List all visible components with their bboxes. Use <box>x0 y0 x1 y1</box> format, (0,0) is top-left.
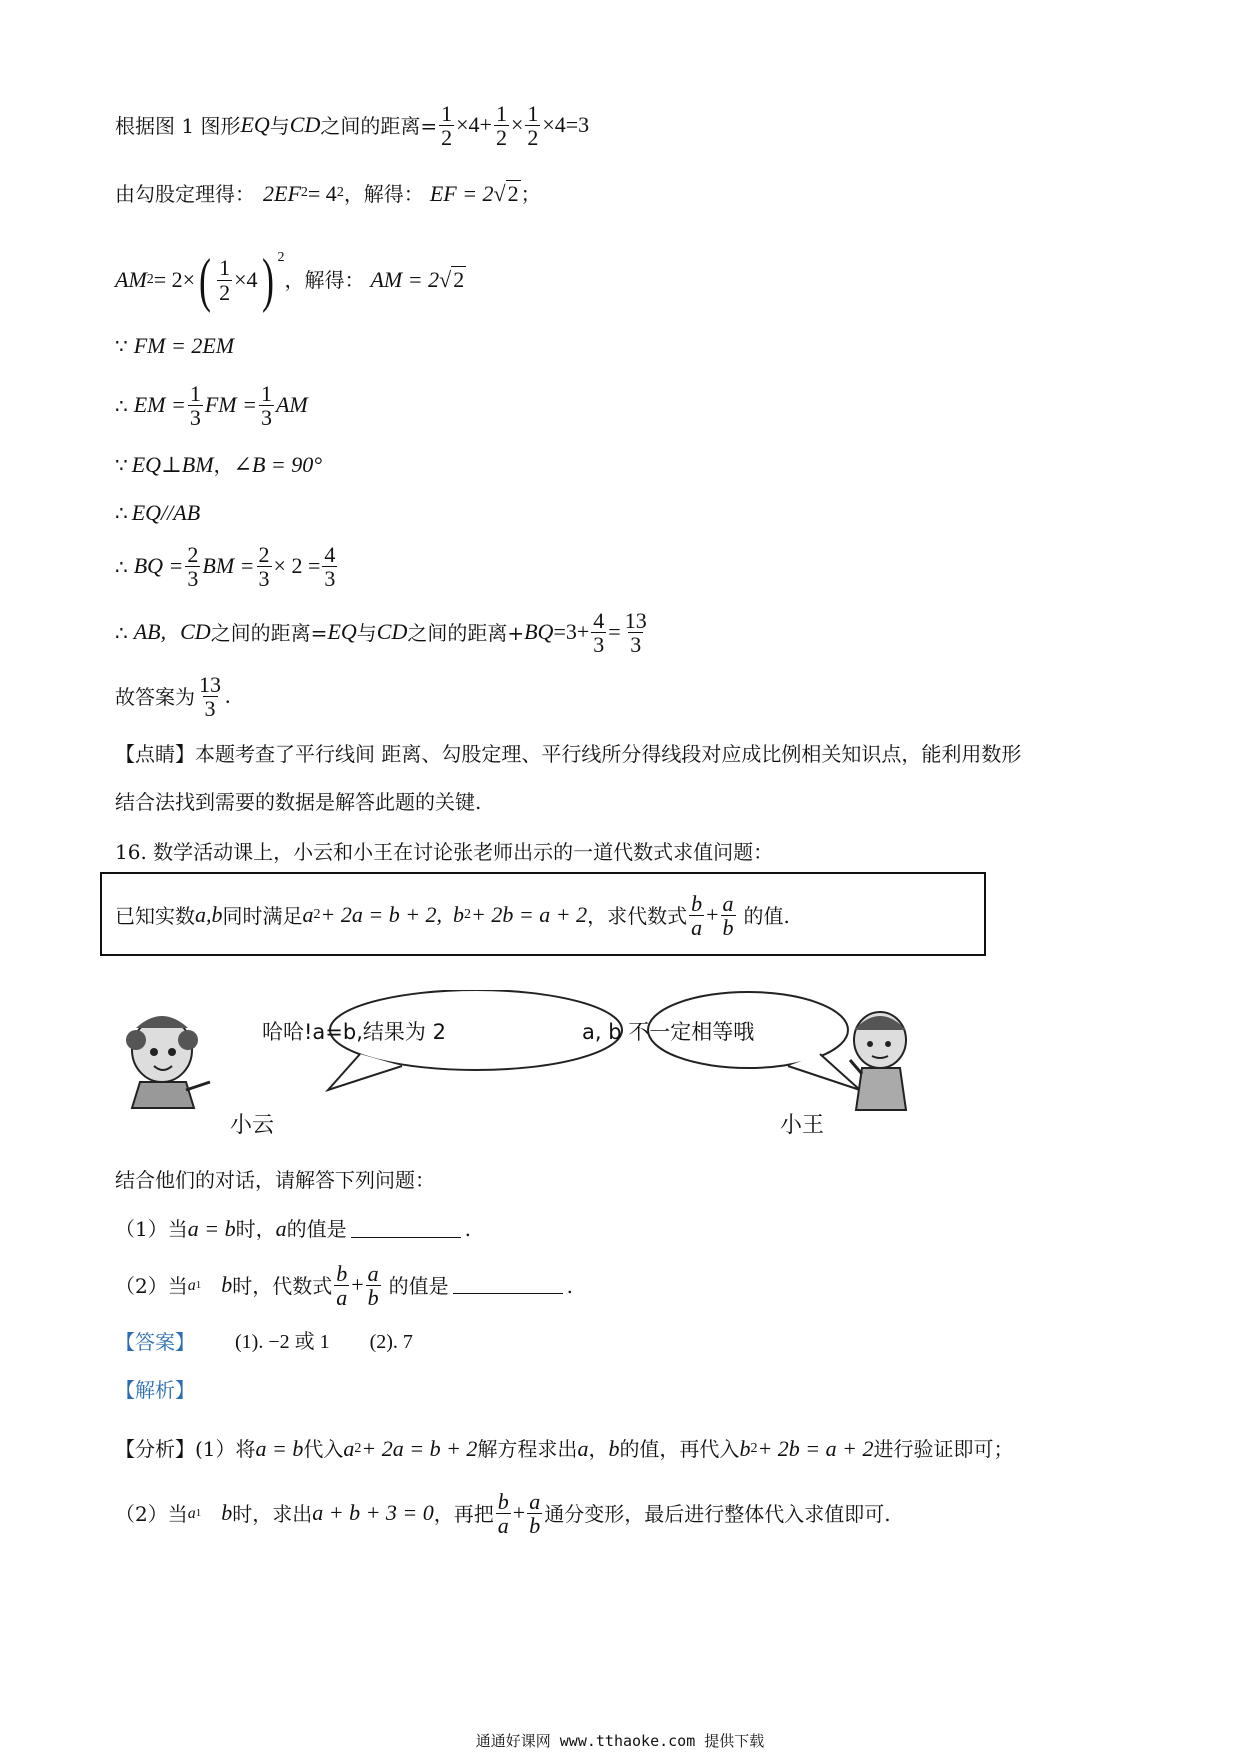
denominator: 2 <box>527 125 539 151</box>
solution-line-8 <box>115 543 339 590</box>
text: ，解得： <box>343 181 424 206</box>
text: 的值是 <box>388 1273 449 1298</box>
therefore-icon: ∴ <box>115 554 128 579</box>
text: 时，求出 <box>232 1501 313 1526</box>
numerator: 1 <box>260 381 272 406</box>
speaker-name-left: 小云 <box>230 1113 275 1138</box>
text: 之间的距离= <box>320 113 438 138</box>
therefore-icon: ∴ <box>115 501 128 526</box>
math: + 2b = a + 2 <box>757 1436 874 1461</box>
denominator: 2 <box>495 125 507 151</box>
answer-blank <box>453 1277 563 1294</box>
superscript: 1 <box>195 1279 202 1291</box>
math: ∠B = 90° <box>233 452 323 477</box>
sub-question-1 <box>115 1216 471 1242</box>
math: b <box>442 902 465 928</box>
text: 解方程求出 <box>477 1437 578 1462</box>
because-icon: ∵ <box>115 334 128 359</box>
numerator: a <box>529 1489 541 1514</box>
fraction <box>439 102 454 149</box>
fenxi-line-1 <box>115 1436 1013 1462</box>
denominator: 3 <box>189 405 201 431</box>
fraction <box>334 1262 349 1309</box>
denominator: 2 <box>441 125 453 151</box>
text: （2）当 <box>115 1501 188 1526</box>
answer-line <box>115 1330 413 1354</box>
math: BM = <box>202 553 255 579</box>
math: EM = <box>133 392 186 418</box>
numerator: a <box>367 1261 379 1286</box>
math-cd: CD <box>289 112 321 138</box>
superscript: 2 <box>336 185 344 201</box>
text: 结合法找到需要的数据是解答此题的关键. <box>115 790 482 814</box>
answer-label: 【答案】 <box>115 1330 195 1354</box>
comment-line-2 <box>115 790 481 814</box>
math: AB, <box>133 619 167 645</box>
therefore-icon: ∴ <box>115 393 128 418</box>
math: 2EF <box>263 180 301 206</box>
fraction <box>527 1490 542 1537</box>
text: 【点睛】本题考查了平行线间 距离、勾股定理、平行线所分得线段对应成比例相关知识点，能利用数形 <box>115 742 1022 766</box>
denominator: a <box>336 1285 348 1311</box>
math: a <box>275 1216 287 1241</box>
problem-statement <box>115 892 790 939</box>
superscript: 2 <box>464 907 472 923</box>
text: . <box>225 683 231 709</box>
superscript: 2 <box>750 1440 758 1456</box>
therefore-icon: ∴ <box>115 620 128 645</box>
fraction <box>366 1262 381 1309</box>
text: 通分变形，最后进行整体代入求值即可. <box>544 1501 891 1526</box>
text: 之间的距离= <box>210 620 328 645</box>
girl-icon <box>126 1016 210 1108</box>
denominator: b <box>367 1285 379 1311</box>
boy-icon <box>850 1012 906 1110</box>
text: 的值是 <box>286 1217 347 1242</box>
text: ，求代数式 <box>587 903 688 928</box>
math: b <box>608 1436 620 1461</box>
answer-blank <box>351 1221 461 1238</box>
math: a = b <box>187 1216 236 1241</box>
analysis-label: 【解析】 <box>115 1378 195 1402</box>
sub-question-2 <box>115 1262 573 1309</box>
question-16-title <box>115 840 773 864</box>
math: a <box>187 1277 196 1294</box>
solution-line-2 <box>115 180 541 207</box>
numerator: 4 <box>593 608 605 633</box>
right-bubble-text: a, b 不一定相等哦 <box>582 1020 755 1044</box>
math-eq: EQ <box>240 112 270 138</box>
numerator: b <box>336 1261 348 1286</box>
denominator: b <box>529 1513 541 1539</box>
fraction <box>322 543 337 590</box>
radicand: 2 <box>507 181 519 206</box>
speaker-name-right: 小王 <box>780 1113 825 1138</box>
solution-line-6 <box>115 452 322 478</box>
text: 故答案为 <box>115 684 195 709</box>
math: EF = 2 <box>429 180 494 206</box>
text: 的值，再代入 <box>619 1437 740 1462</box>
numerator: b <box>691 891 703 916</box>
fraction <box>525 102 540 149</box>
fraction <box>496 1490 511 1537</box>
answer-1: (1). −2 或 1 <box>235 1331 330 1353</box>
text: 的值. <box>743 903 790 928</box>
denominator: a <box>497 1513 509 1539</box>
text: 时，代数式 <box>232 1273 333 1298</box>
right-paren-icon: ) <box>261 247 274 313</box>
text: ，解得： <box>284 268 365 292</box>
text: 【分析】(1）将 <box>115 1437 256 1462</box>
denominator: a <box>691 915 703 941</box>
math: EQ <box>327 619 357 645</box>
text: （1）当 <box>115 1217 188 1242</box>
text: 由勾股定理得： <box>115 181 255 206</box>
math: + <box>351 1272 364 1298</box>
math: =3+ <box>553 619 590 645</box>
text: ×4=3 <box>542 112 590 138</box>
denominator: 2 <box>219 279 231 305</box>
math: + <box>512 1500 526 1526</box>
denominator: 3 <box>324 566 336 592</box>
denominator: b <box>722 915 734 941</box>
math: a <box>343 1436 355 1461</box>
math: a <box>302 902 314 928</box>
math: BQ = <box>133 553 184 579</box>
superscript: 2 <box>146 271 154 287</box>
superscript: 2 <box>354 1440 362 1456</box>
math: + <box>706 902 719 928</box>
fraction <box>197 673 223 720</box>
math: + 2a = b + 2 <box>361 1436 478 1461</box>
solution-line-4 <box>115 333 234 359</box>
text: . <box>566 1273 574 1298</box>
fenxi-line-2 <box>115 1490 891 1537</box>
fraction <box>257 543 272 590</box>
radicand: 2 <box>453 267 465 293</box>
text: 之间的距离+ <box>407 620 525 645</box>
math: BQ <box>524 619 554 645</box>
text: ×4+ <box>456 112 492 138</box>
fraction <box>217 256 232 303</box>
solution-line-3 <box>115 247 466 313</box>
left-paren-icon: ( <box>199 247 212 313</box>
math: b <box>221 1272 233 1298</box>
numerator: b <box>497 1489 509 1514</box>
text: 结合他们的对话，请解答下列问题： <box>115 1168 435 1192</box>
math: a + b + 3 = 0 <box>312 1500 434 1526</box>
fraction <box>188 382 203 429</box>
text: 已知实数 <box>115 903 195 928</box>
denominator: 3 <box>204 696 216 722</box>
math: b <box>739 1436 751 1461</box>
text: 进行验证即可； <box>873 1437 1014 1462</box>
sqrt: √ 2 <box>493 181 519 206</box>
math: FM = 2EM <box>133 333 235 358</box>
solution-line-9 <box>115 609 651 656</box>
text: . <box>464 1217 471 1242</box>
fraction <box>185 543 200 590</box>
denominator: 3 <box>258 566 270 592</box>
text: 时， <box>235 1217 276 1242</box>
numerator: 1 <box>527 101 539 126</box>
math: ×4 <box>234 266 258 292</box>
denominator: 3 <box>260 405 272 431</box>
numerator: 4 <box>324 542 336 567</box>
math: EQ//AB <box>131 500 201 525</box>
numerator: 13 <box>199 672 221 697</box>
denominator: 3 <box>187 566 199 592</box>
fraction <box>721 892 736 939</box>
math: EQ⊥BM <box>131 452 214 477</box>
text: 根据图 1 图形 <box>115 113 241 138</box>
math: a <box>577 1436 589 1461</box>
numerator: 1 <box>189 381 201 406</box>
numerator: 1 <box>441 101 453 126</box>
math: AM = 2 <box>370 266 440 292</box>
numerator: 2 <box>258 542 270 567</box>
math: a,b <box>195 902 223 928</box>
denominator: 3 <box>593 632 605 658</box>
final-answer-line <box>115 673 231 720</box>
solution-line-1 <box>115 102 589 149</box>
comment-line-1 <box>115 742 1021 766</box>
numerator: 2 <box>187 542 199 567</box>
math: CD <box>180 619 211 645</box>
numerator: 1 <box>495 101 507 126</box>
text: 代入 <box>303 1437 344 1462</box>
math: FM = <box>204 392 257 418</box>
fraction <box>689 892 704 939</box>
superscript: 2 <box>300 185 308 201</box>
denominator: 3 <box>630 632 642 658</box>
superscript: 2 <box>313 907 321 923</box>
text: 16. 数学活动课上，小云和小王在讨论张老师出示的一道代数式求值问题： <box>115 840 774 864</box>
math: = 2× <box>153 266 196 292</box>
math: = 4 <box>307 180 337 206</box>
numerator: 13 <box>624 608 647 633</box>
math: AM <box>275 392 308 418</box>
math: × 2 = <box>273 553 321 579</box>
text: ，再把 <box>433 1501 494 1526</box>
numerator: 1 <box>219 255 231 281</box>
text: ， <box>213 453 234 478</box>
math: b <box>221 1500 233 1526</box>
sqrt: √ 2 <box>439 267 465 293</box>
fraction <box>494 102 509 149</box>
math: a = b <box>255 1436 304 1461</box>
fraction <box>591 609 606 656</box>
superscript: 2 <box>277 250 285 265</box>
text: （2）当 <box>115 1273 188 1298</box>
left-bubble-text: 哈哈!a=b,结果为 2 <box>262 1020 446 1044</box>
solution-line-5 <box>115 382 308 429</box>
because-icon: ∵ <box>115 453 128 478</box>
superscript: 1 <box>195 1507 202 1519</box>
math: + 2b = a + 2 <box>471 902 588 928</box>
fraction <box>623 609 649 656</box>
text: 与 <box>269 113 290 138</box>
math: a <box>187 1505 196 1522</box>
text: ； <box>520 181 541 206</box>
math: = <box>608 619 621 645</box>
analysis-heading <box>115 1378 195 1402</box>
math: AM <box>115 266 147 292</box>
solution-line-7 <box>115 500 200 526</box>
fraction <box>259 382 274 429</box>
text: × <box>510 112 524 138</box>
text: 与 <box>356 620 377 645</box>
numerator: a <box>722 891 734 916</box>
instruction-line <box>115 1168 435 1192</box>
answer-2: (2). 7 <box>369 1331 413 1353</box>
math: CD <box>376 619 408 645</box>
page-footer: 通通好课网 www.tthaoke.com 提供下载 <box>475 1732 765 1750</box>
text: ， <box>588 1437 609 1462</box>
text: 同时满足 <box>222 903 303 928</box>
math: + 2a = b + 2, <box>320 902 443 928</box>
